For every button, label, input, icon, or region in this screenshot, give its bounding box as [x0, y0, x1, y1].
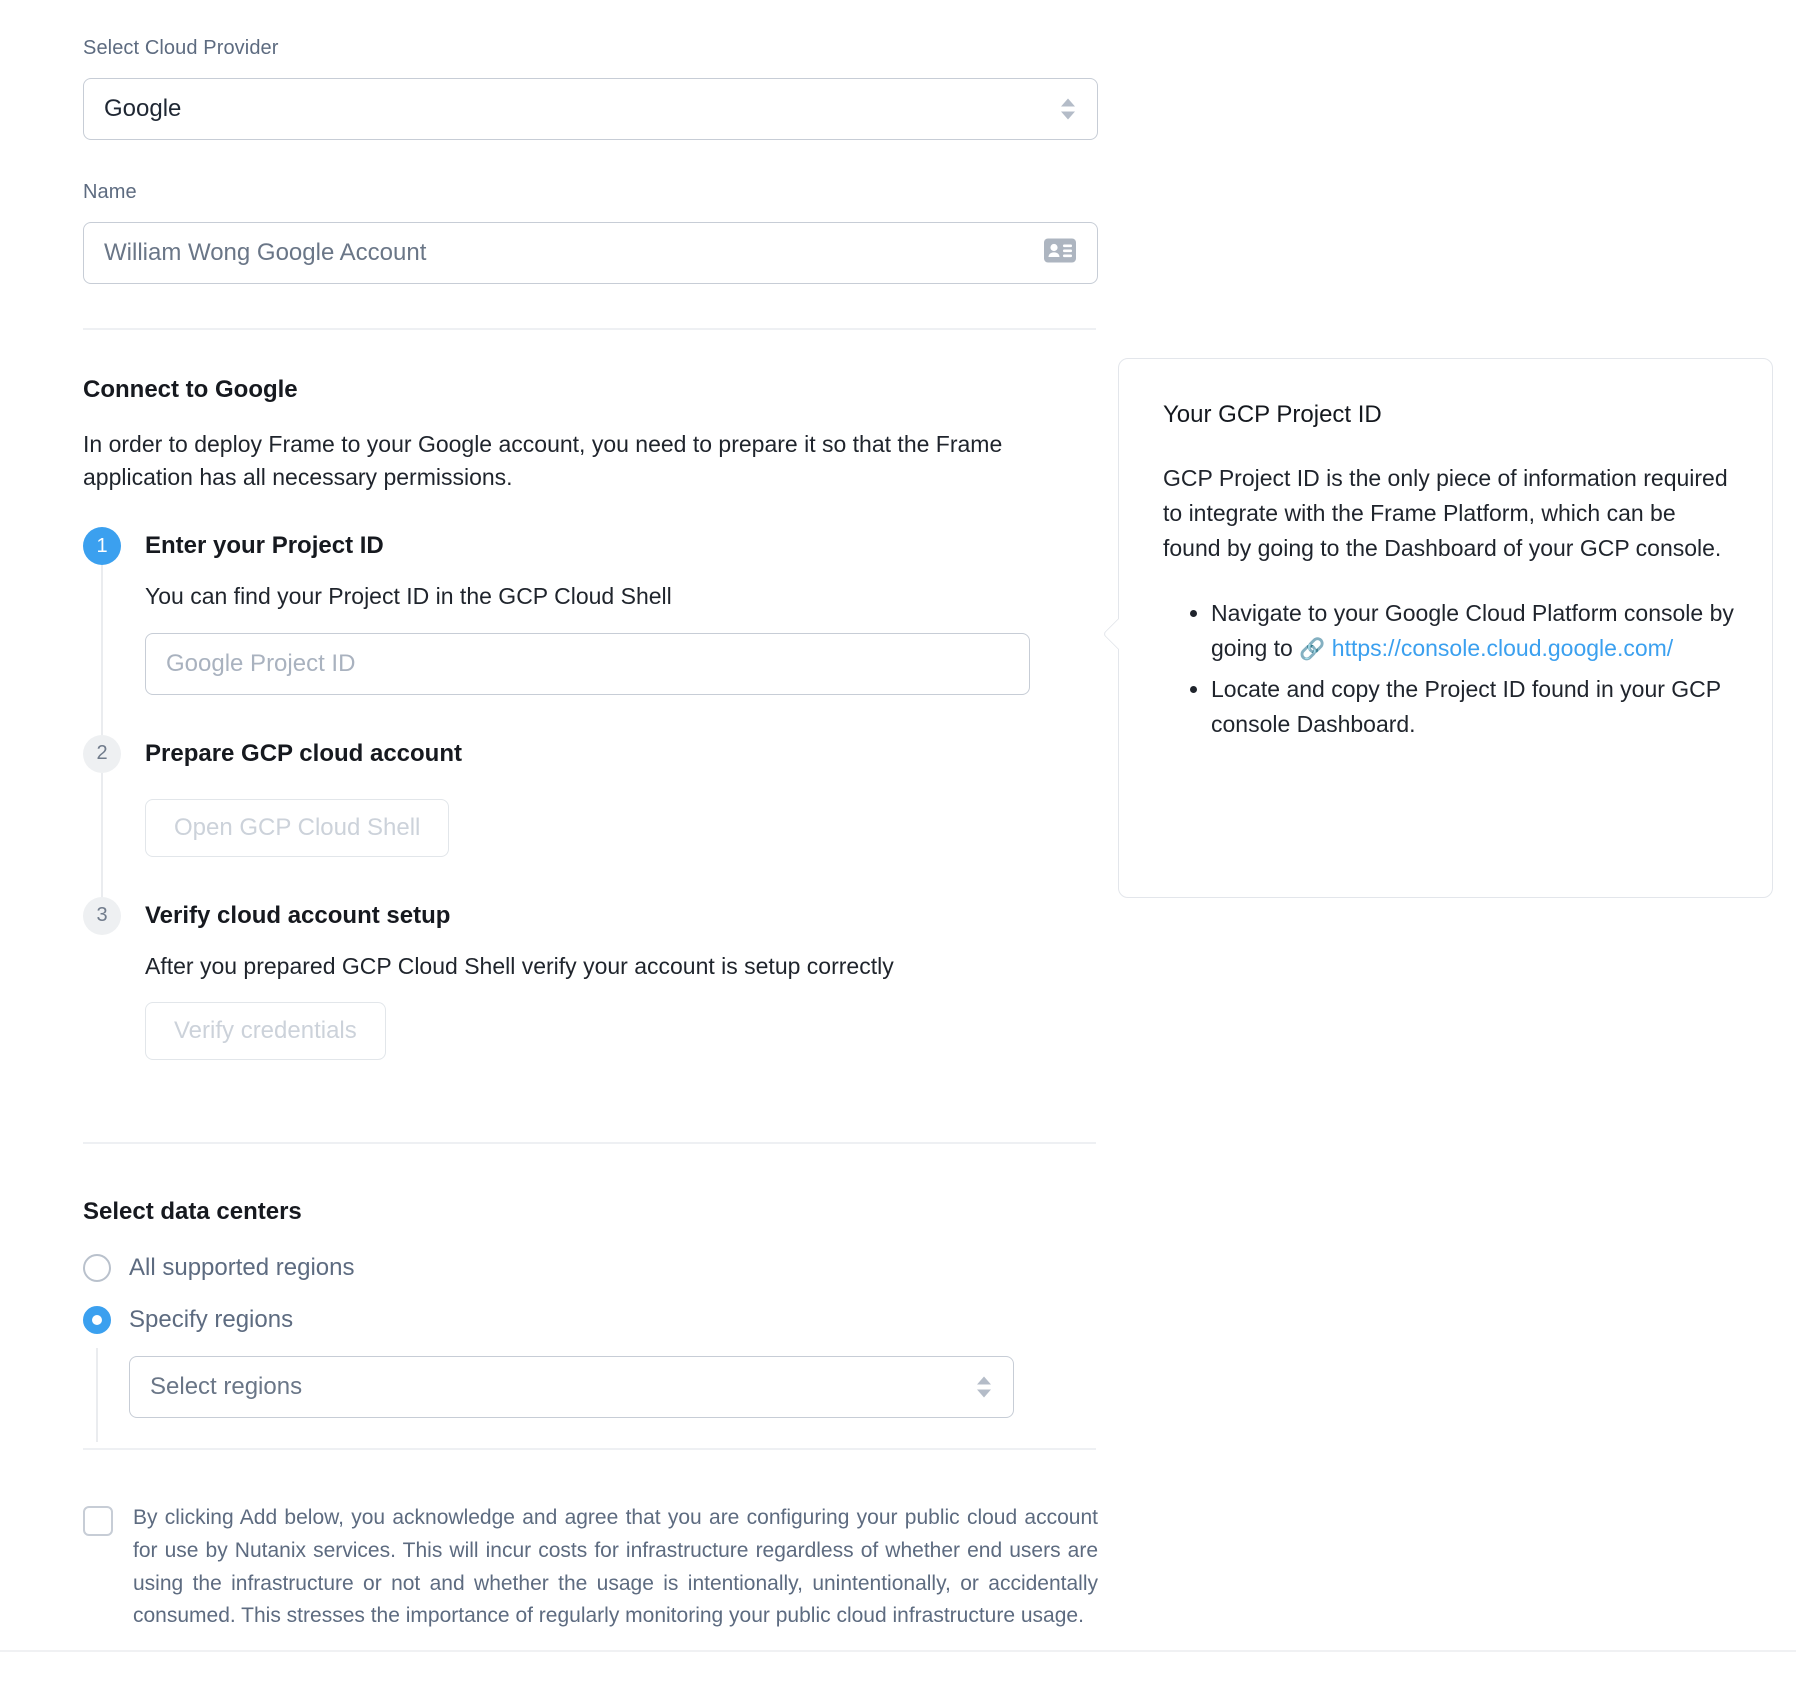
connect-steps [83, 527, 1098, 1060]
step-rail [101, 773, 103, 901]
account-name-value: William Wong Google Account [104, 239, 427, 266]
popover-arrow [1102, 618, 1133, 649]
radio-label: All supported regions [129, 1254, 355, 1281]
cloud-provider-select[interactable] [83, 78, 1098, 140]
step-number-badge: 3 [83, 897, 121, 935]
popover-title: Your GCP Project ID [1163, 401, 1382, 428]
cloud-provider-label: Select Cloud Provider [83, 37, 279, 59]
chain-link-icon: 🔗 [1299, 637, 1326, 661]
step-prepare-gcp-account [83, 735, 1098, 897]
step-number-badge: 1 [83, 527, 121, 565]
step-verify-cloud-account [83, 897, 1098, 1061]
radio-all-supported-regions[interactable] [83, 1254, 1098, 1282]
verify-credentials-button[interactable]: Verify credentials [145, 1002, 386, 1060]
consent-text: By clicking Add below, you acknowledge and agree that you are configuring your public cloud account for use by Nutanix services. This will incur costs for infrastructure regardless of whether end users are using the infrastructure or not and whether the usage is intentionally, unintentionally, or accidentally consumed. This stresses the importance of regularly monitoring your public cloud infrastructure usage. [133, 1506, 1098, 1628]
step-subtitle: After you prepared GCP Cloud Shell verify your account is setup correctly [145, 952, 894, 979]
divider-top [83, 328, 1096, 330]
connect-heading: Connect to Google [83, 376, 298, 403]
data-centers-section [83, 1200, 1098, 1418]
gcp-console-link[interactable]: https://console.cloud.google.com/ [1331, 634, 1674, 661]
cloud-provider-selected-value: Google [104, 95, 182, 122]
step-enter-project-id [83, 527, 1098, 735]
list-item [1211, 596, 1734, 666]
step-rail [96, 1348, 98, 1442]
radio-specify-regions[interactable] [83, 1306, 1098, 1334]
google-project-id-input[interactable] [145, 633, 1030, 695]
consent-checkbox[interactable] [83, 1506, 113, 1536]
radio-label: Specify regions [129, 1306, 294, 1333]
step-title: Verify cloud account setup [145, 901, 451, 929]
cloud-provider-field-group [83, 38, 1098, 140]
regions-select-wrapper [83, 1356, 1098, 1418]
connect-section [83, 378, 1083, 493]
divider-data-centers [83, 1142, 1096, 1144]
account-name-label: Name [83, 181, 137, 203]
list-item [1211, 672, 1734, 742]
google-project-id-placeholder: Google Project ID [166, 649, 356, 677]
step-subtitle: You can find your Project ID in the GCP Cloud Shell [145, 583, 672, 609]
regions-select[interactable] [129, 1356, 1014, 1418]
regions-select-placeholder: Select regions [150, 1373, 303, 1400]
popover-body: GCP Project ID is the only piece of information required to integrate with the Frame Platform, which can be found by going to the Dashboard of your GCP console. [1163, 465, 1728, 561]
open-gcp-cloud-shell-button[interactable]: Open GCP Cloud Shell [145, 799, 449, 857]
radio-icon [83, 1254, 111, 1282]
step-title: Prepare GCP cloud account [145, 739, 462, 767]
popover-bullet-list [1163, 596, 1734, 742]
divider-footer [0, 1650, 1796, 1652]
gcp-project-id-popover [1118, 358, 1773, 898]
account-name-input[interactable] [83, 222, 1098, 284]
data-centers-heading: Select data centers [83, 1198, 302, 1225]
consent-block [83, 1502, 1098, 1633]
step-rail [101, 565, 103, 739]
stepper-arrows-icon [1061, 99, 1075, 120]
popover-bullet-text: Locate and copy the Project ID found in your GCP console Dashboard. [1211, 675, 1721, 737]
step-title: Enter your Project ID [145, 532, 384, 559]
stepper-arrows-icon [977, 1377, 991, 1398]
id-card-icon [1043, 238, 1077, 269]
connect-description: In order to deploy Frame to your Google account, you need to prepare it so that the Frame application has all necessary permissions. [83, 431, 1003, 490]
step-number-badge: 2 [83, 735, 121, 773]
divider-consent [83, 1448, 1096, 1450]
popover-bullet-text: Navigate to your Google Cloud Platform console by going to [1211, 599, 1734, 661]
account-name-field-group [83, 182, 1098, 284]
radio-icon [83, 1306, 111, 1334]
